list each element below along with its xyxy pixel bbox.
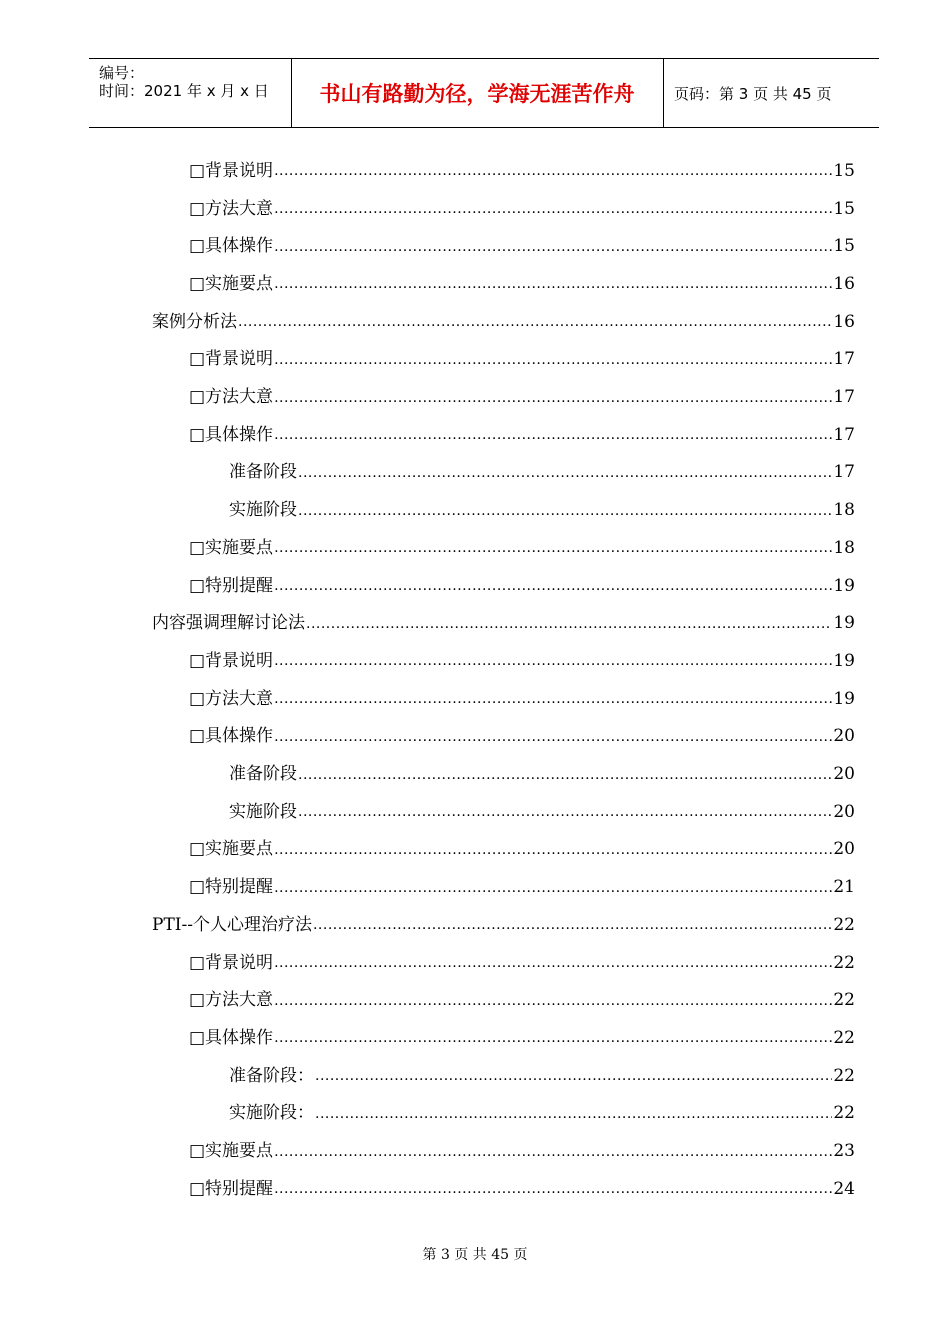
toc-entry[interactable] <box>189 227 855 265</box>
document-number-label: 编号： <box>99 64 145 82</box>
toc-entry-page: 20 <box>833 764 855 785</box>
toc-entry[interactable] <box>229 1057 855 1095</box>
toc-entry-page: 15 <box>833 198 855 219</box>
toc-entry-page: 23 <box>833 1141 855 1162</box>
toc-entry-page: 22 <box>833 952 855 973</box>
toc-entry-page: 19 <box>833 688 855 709</box>
toc-entry[interactable] <box>189 416 855 454</box>
toc-entry-title: □具体操作 <box>189 236 274 257</box>
toc-dot-leader <box>274 273 832 294</box>
toc-entry[interactable] <box>189 378 855 416</box>
toc-entry-page: 17 <box>833 462 855 483</box>
toc-entry-page: 18 <box>833 537 855 558</box>
toc-entry[interactable] <box>152 303 855 341</box>
toc-entry[interactable] <box>189 190 855 228</box>
toc-entry[interactable] <box>189 341 855 379</box>
toc-dot-leader <box>274 349 832 370</box>
toc-dot-leader <box>274 1141 832 1162</box>
toc-dot-leader <box>274 160 832 181</box>
toc-entry[interactable] <box>189 1170 855 1208</box>
toc-dot-leader <box>274 236 832 257</box>
toc-entry[interactable] <box>229 793 855 831</box>
header-motto: 书山有路勤为径，学海无涯苦作舟 <box>319 82 635 106</box>
toc-entry-title: 准备阶段： <box>229 1065 314 1086</box>
toc-entry-title: □特别提醒 <box>189 575 274 596</box>
toc-entry-title: □具体操作 <box>189 726 274 747</box>
toc-dot-leader <box>274 839 832 860</box>
toc-entry-title: □方法大意 <box>189 198 274 219</box>
toc-entry-title: □实施要点 <box>189 537 274 558</box>
toc-dot-leader <box>306 613 832 634</box>
toc-dot-leader <box>298 462 832 483</box>
toc-entry-page: 22 <box>833 914 855 935</box>
toc-entry-title: 实施阶段 <box>229 500 297 521</box>
toc-dot-leader <box>274 198 832 219</box>
toc-dot-leader <box>315 1103 832 1124</box>
toc-entry-page: 16 <box>833 273 855 294</box>
toc-entry-page: 17 <box>833 349 855 370</box>
toc-entry-title: □特别提醒 <box>189 1178 274 1199</box>
toc-entry-title: 准备阶段 <box>229 764 297 785</box>
toc-entry-title: 内容强调理解讨论法 <box>152 613 305 634</box>
toc-dot-leader <box>274 1178 832 1199</box>
toc-dot-leader <box>315 1065 832 1086</box>
toc-dot-leader <box>313 914 832 935</box>
page-header <box>89 58 879 128</box>
toc-entry[interactable] <box>189 567 855 605</box>
toc-entry-title: 准备阶段 <box>229 462 297 483</box>
toc-entry-page: 22 <box>833 1027 855 1048</box>
toc-entry-title: □具体操作 <box>189 424 274 445</box>
toc-entry[interactable] <box>229 1095 855 1133</box>
page-footer: 第 3 页 共 45 页 <box>422 1247 528 1263</box>
toc-entry-page: 22 <box>833 1065 855 1086</box>
toc-entry-page: 17 <box>833 387 855 408</box>
toc-entry-title: □实施要点 <box>189 273 274 294</box>
toc-entry-title: 实施阶段 <box>229 801 297 822</box>
toc-entry[interactable] <box>189 718 855 756</box>
toc-entry-page: 20 <box>833 801 855 822</box>
toc-entry-title: PTI--个人心理治疗法 <box>152 914 312 935</box>
toc-entry-page: 16 <box>833 311 855 332</box>
toc-entry-title: □背景说明 <box>189 349 274 370</box>
toc-entry[interactable] <box>229 755 855 793</box>
toc-entry-title: □方法大意 <box>189 688 274 709</box>
toc-entry-title: □背景说明 <box>189 160 274 181</box>
toc-entry-title: 实施阶段： <box>229 1103 314 1124</box>
toc-entry-title: □背景说明 <box>189 650 274 671</box>
toc-dot-leader <box>274 877 832 898</box>
header-motto-cell <box>291 59 664 127</box>
toc-entry-title: □实施要点 <box>189 1141 274 1162</box>
toc-entry-title: 案例分析法 <box>152 311 237 332</box>
toc-entry[interactable] <box>152 906 855 944</box>
toc-entry-title: □具体操作 <box>189 1027 274 1048</box>
toc-entry-page: 19 <box>833 613 855 634</box>
toc-entry-page: 19 <box>833 650 855 671</box>
header-page-info: 页码：第 3 页 共 45 页 <box>674 85 832 103</box>
toc-entry[interactable] <box>152 604 855 642</box>
toc-entry-page: 18 <box>833 500 855 521</box>
toc-entry-page: 15 <box>833 236 855 257</box>
toc-dot-leader <box>274 537 832 558</box>
toc-dot-leader <box>274 575 832 596</box>
header-page-cell <box>664 59 879 127</box>
toc-dot-leader <box>238 311 832 332</box>
toc-entry-page: 17 <box>833 424 855 445</box>
toc-entry[interactable] <box>189 265 855 303</box>
toc-entry[interactable] <box>189 529 855 567</box>
toc-entry-page: 22 <box>833 990 855 1011</box>
toc-entry-title: □方法大意 <box>189 990 274 1011</box>
toc-entry[interactable] <box>229 454 855 492</box>
toc-entry[interactable] <box>189 1019 855 1057</box>
toc-entry-page: 22 <box>833 1103 855 1124</box>
toc-dot-leader <box>274 726 832 747</box>
toc-entry[interactable] <box>189 944 855 982</box>
toc-entry-page: 19 <box>833 575 855 596</box>
toc-entry[interactable] <box>189 642 855 680</box>
toc-dot-leader <box>274 424 832 445</box>
toc-entry[interactable] <box>189 1132 855 1170</box>
toc-dot-leader <box>274 688 832 709</box>
toc-entry[interactable] <box>189 868 855 906</box>
document-time-label: 时间：2021 年 x 月 x 日 <box>99 82 269 100</box>
toc-entry[interactable] <box>189 152 855 190</box>
toc-entry[interactable] <box>189 680 855 718</box>
toc-dot-leader <box>298 500 832 521</box>
toc-entry-page: 21 <box>833 877 855 898</box>
toc-entry-page: 20 <box>833 839 855 860</box>
toc-entry-title: □背景说明 <box>189 952 274 973</box>
toc-entry-title: □实施要点 <box>189 839 274 860</box>
toc-entry-title: □特别提醒 <box>189 877 274 898</box>
toc-entry-page: 20 <box>833 726 855 747</box>
toc-dot-leader <box>298 801 832 822</box>
header-meta-cell <box>89 59 292 127</box>
toc-dot-leader <box>274 1027 832 1048</box>
toc-dot-leader <box>298 764 832 785</box>
toc-dot-leader <box>274 990 832 1011</box>
toc-entry-title: □方法大意 <box>189 387 274 408</box>
toc-dot-leader <box>274 952 832 973</box>
toc-entry-page: 24 <box>833 1178 855 1199</box>
toc-dot-leader <box>274 650 832 671</box>
toc-dot-leader <box>274 387 832 408</box>
toc-entry[interactable] <box>229 491 855 529</box>
toc-entry[interactable] <box>189 831 855 869</box>
toc-entry-page: 15 <box>833 160 855 181</box>
toc-entry[interactable] <box>189 981 855 1019</box>
